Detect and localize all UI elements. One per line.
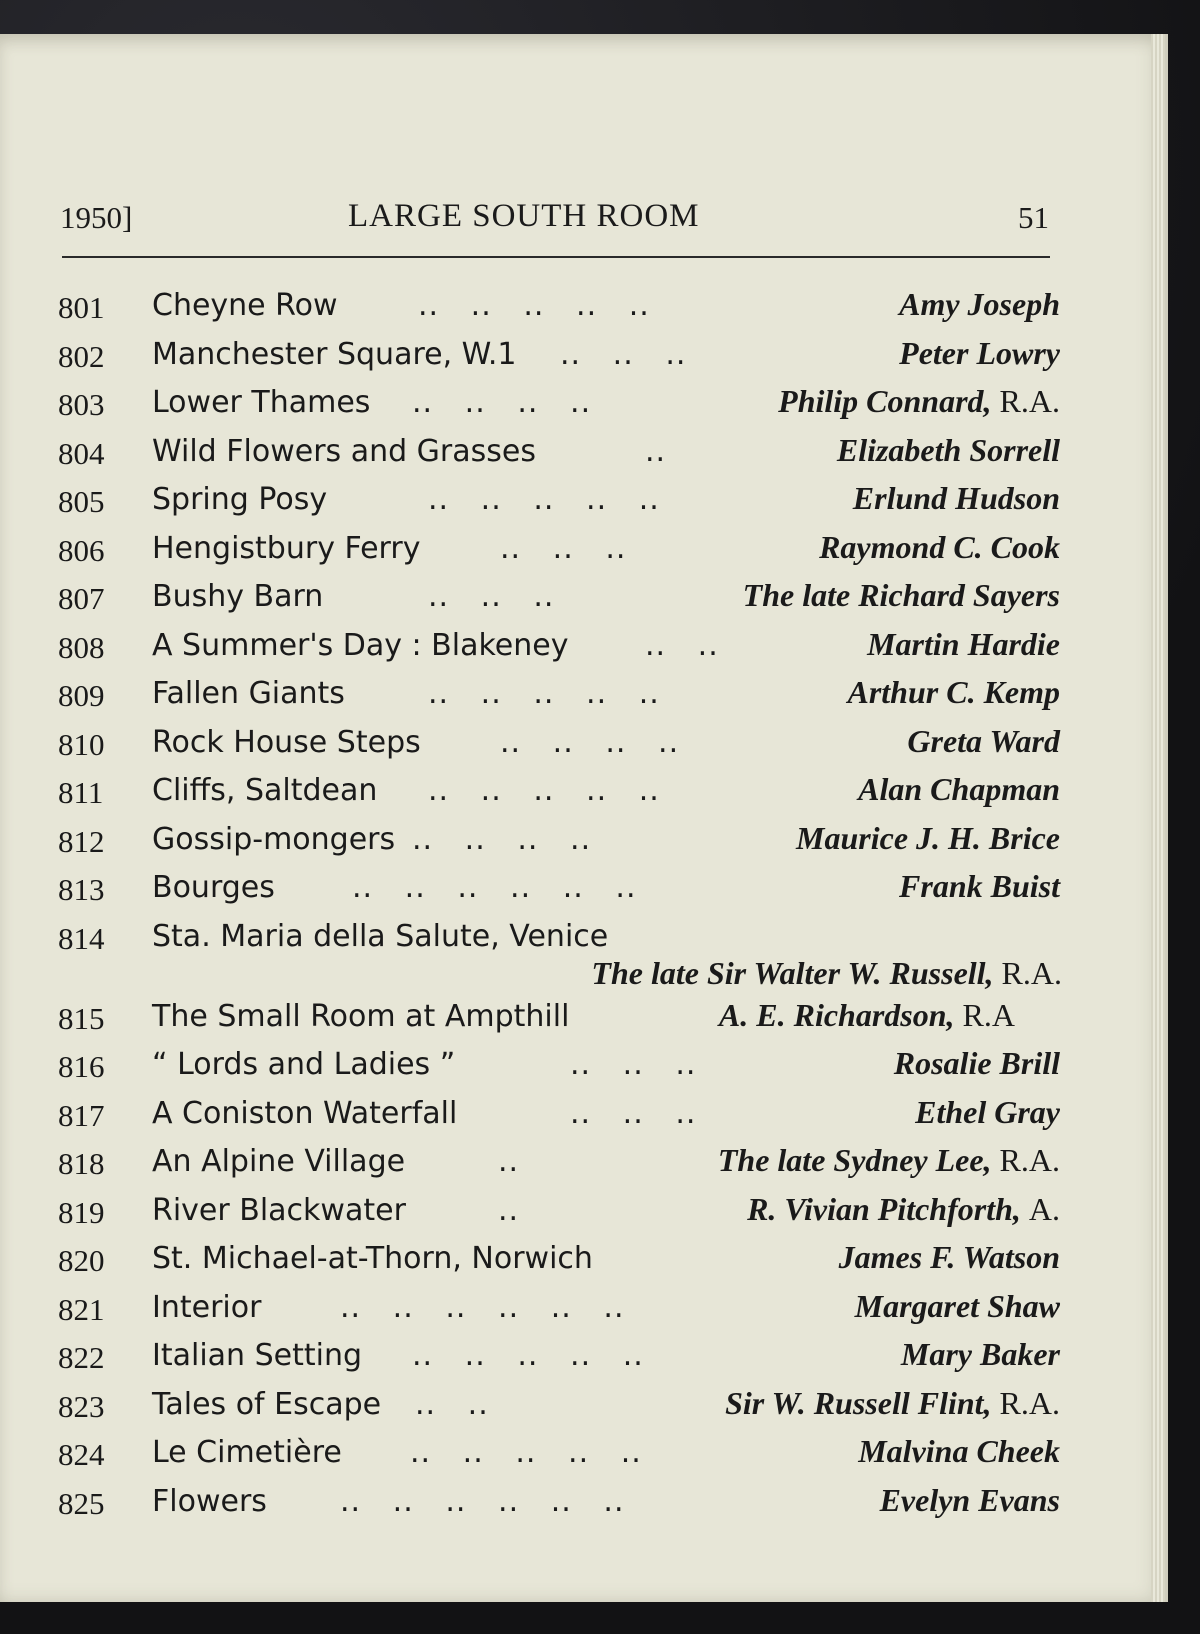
- entry-number: 818: [58, 1146, 105, 1181]
- entry-title: Sta. Maria della Salute, Venice: [152, 918, 609, 954]
- artist-suffix: A.: [1028, 1190, 1060, 1227]
- entry-leaders: .. .. .. .. .. ..: [340, 1289, 625, 1325]
- catalogue-page: [0, 34, 1168, 1602]
- catalogue-entry: [0, 862, 1165, 911]
- entry-artist: [907, 723, 1060, 760]
- artist-name: Peter Lowry: [899, 334, 1060, 371]
- entry-title: Gossip-mongers: [152, 821, 396, 857]
- entry-artist: [725, 1385, 1060, 1422]
- entry-leaders: .. .. ..: [570, 1095, 697, 1131]
- artist-name: Arthur C. Kemp: [847, 674, 1060, 710]
- artist-name: Frank Buist: [899, 868, 1060, 904]
- entry-artist: [853, 480, 1060, 517]
- entry-leaders: .. .. ..: [500, 530, 627, 566]
- catalogue-entry: [0, 377, 1165, 426]
- artist-name: The late Sir Walter W. Russell,: [591, 954, 994, 991]
- artist-name: Martin Hardie: [867, 625, 1060, 662]
- entry-artist: [899, 335, 1060, 372]
- entry-leaders: .. .. .. .. ..: [428, 773, 660, 808]
- catalogue-entry: [0, 1136, 1165, 1185]
- catalogue-entry: [0, 1088, 1165, 1137]
- entry-title: Wild Flowers and Grasses: [152, 433, 536, 469]
- entry-number: 808: [58, 629, 105, 665]
- entry-artist: [591, 955, 1062, 992]
- entry-number: 809: [58, 678, 105, 713]
- entry-artist: [719, 997, 1015, 1034]
- catalogue-entry: [0, 329, 1165, 378]
- catalogue-entry: [0, 1282, 1165, 1331]
- entry-title: River Blackwater: [152, 1192, 406, 1228]
- entry-number: 813: [58, 872, 105, 907]
- artist-name: A. E. Richardson,: [718, 996, 955, 1033]
- artist-suffix: R.A.: [999, 1142, 1060, 1178]
- artist-name: Alan Chapman: [858, 771, 1060, 807]
- entry-artist: [718, 1142, 1060, 1179]
- entry-leaders: .. .. .. .. .. ..: [340, 1483, 625, 1519]
- entry-artist: [880, 1482, 1060, 1519]
- artist-suffix: R.A: [962, 996, 1015, 1033]
- artist-name: Greta Ward: [907, 722, 1060, 759]
- entry-number: 821: [58, 1291, 105, 1327]
- header-year: 1950]: [60, 200, 133, 235]
- header-rule: [62, 256, 1050, 258]
- entry-leaders: ..: [498, 1192, 520, 1228]
- entry-title: “ Lords and Ladies ”: [152, 1047, 456, 1082]
- catalogue-entry: [0, 1476, 1165, 1525]
- catalogue-entry: [0, 1039, 1165, 1088]
- entry-artist: [901, 1336, 1060, 1373]
- catalogue-entry: [0, 280, 1165, 329]
- artist-name: R. Vivian Pitchforth,: [747, 1190, 1021, 1227]
- entry-artist: [858, 1433, 1060, 1470]
- entry-title: Fallen Giants: [152, 676, 345, 711]
- artist-suffix: R.A.: [999, 1384, 1060, 1421]
- catalogue-entry: [0, 1233, 1165, 1282]
- entry-number: 803: [58, 387, 105, 422]
- entry-artist: [747, 1191, 1060, 1228]
- entry-title: A Coniston Waterfall: [152, 1095, 458, 1131]
- entry-artist: [915, 1094, 1060, 1131]
- catalogue-entry: [0, 911, 1165, 991]
- artist-name: Margaret Shaw: [854, 1287, 1060, 1324]
- artist-name: Evelyn Evans: [879, 1481, 1060, 1518]
- artist-name: Amy Joseph: [899, 286, 1060, 322]
- artist-suffix: R.A.: [999, 383, 1060, 419]
- entry-artist: [899, 868, 1060, 905]
- entry-title: Hengistbury Ferry: [152, 530, 421, 566]
- entry-number: 825: [58, 1485, 105, 1521]
- artist-name: Raymond C. Cook: [819, 528, 1060, 565]
- entry-leaders: .. .. ..: [560, 336, 687, 372]
- entry-leaders: .. .. .. ..: [500, 724, 680, 760]
- entry-leaders: ..: [645, 433, 667, 469]
- catalogue-list: [0, 280, 1165, 1540]
- entry-artist: [867, 626, 1060, 663]
- catalogue-entry: [0, 1185, 1165, 1234]
- entry-number: 822: [58, 1340, 105, 1375]
- catalogue-entry: [0, 991, 1165, 1040]
- entry-leaders: .. .. ..: [570, 1047, 697, 1082]
- entry-title: Bushy Barn: [152, 579, 324, 614]
- entry-leaders: .. .. .. ..: [412, 821, 592, 857]
- entry-artist: [855, 1288, 1060, 1325]
- entry-title: A Summer's Day : Blakeney: [152, 627, 569, 663]
- entry-number: 815: [58, 1000, 105, 1036]
- entry-number: 823: [58, 1388, 105, 1424]
- entry-leaders: .. ..: [645, 627, 719, 663]
- entry-title: Tales of Escape: [152, 1386, 382, 1422]
- entry-leaders: .. .. .. .. ..: [412, 1338, 644, 1373]
- entry-title: St. Michael-at-Thorn, Norwich: [152, 1241, 593, 1276]
- entry-leaders: .. ..: [415, 1386, 489, 1422]
- entry-artist: [894, 1045, 1060, 1082]
- entry-number: 801: [58, 290, 105, 325]
- entry-leaders: .. .. .. ..: [412, 385, 592, 420]
- catalogue-entry: [0, 426, 1165, 475]
- entry-title: Spring Posy: [152, 482, 328, 517]
- entry-number: 816: [58, 1049, 105, 1084]
- catalogue-entry: [0, 1330, 1165, 1379]
- entry-artist: [847, 674, 1060, 711]
- entry-leaders: ..: [498, 1144, 520, 1179]
- entry-artist: [743, 577, 1060, 614]
- header-room-title: LARGE SOUTH ROOM: [348, 198, 700, 234]
- entry-leaders: .. .. .. .. .. ..: [352, 870, 637, 905]
- entry-artist: [796, 820, 1060, 857]
- entry-number: 802: [58, 338, 105, 374]
- artist-name: Sir W. Russell Flint,: [725, 1384, 992, 1421]
- entry-leaders: .. .. .. .. ..: [410, 1435, 642, 1470]
- entry-number: 805: [58, 484, 105, 519]
- entry-artist: [858, 771, 1060, 808]
- entry-number: 807: [58, 581, 105, 616]
- catalogue-entry: [0, 620, 1165, 669]
- entry-title: Le Cimetière: [152, 1435, 342, 1470]
- entry-number: 810: [58, 726, 105, 762]
- entry-leaders: .. .. .. .. ..: [428, 676, 660, 711]
- artist-suffix: R.A.: [1001, 954, 1062, 991]
- entry-number: 806: [58, 532, 105, 568]
- artist-name: The late Sydney Lee,: [717, 1142, 992, 1178]
- entry-artist: [819, 529, 1060, 566]
- artist-name: Erlund Hudson: [852, 480, 1060, 516]
- entry-number: 820: [58, 1243, 105, 1278]
- artist-name: Malvina Cheek: [858, 1433, 1060, 1469]
- entry-title: Interior: [152, 1289, 262, 1325]
- entry-artist: [778, 383, 1060, 420]
- entry-artist: [839, 1239, 1060, 1276]
- running-head: [0, 168, 1165, 235]
- entry-title: Lower Thames: [152, 385, 371, 420]
- artist-name: Mary Baker: [900, 1336, 1060, 1372]
- entry-artist: [899, 286, 1060, 323]
- catalogue-entry: [0, 1427, 1165, 1476]
- catalogue-entry: [0, 814, 1165, 863]
- artist-name: Maurice J. H. Brice: [796, 819, 1060, 856]
- entry-title: Cliffs, Saltdean: [152, 773, 378, 808]
- catalogue-entry: [0, 474, 1165, 523]
- entry-number: 817: [58, 1097, 105, 1133]
- artist-name: Rosalie Brill: [893, 1045, 1060, 1081]
- entry-title: Manchester Square, W.1: [152, 336, 517, 372]
- entry-number: 804: [58, 435, 105, 471]
- entry-artist: [837, 432, 1060, 469]
- entry-leaders: .. .. ..: [428, 579, 555, 614]
- entry-leaders: .. .. .. .. ..: [428, 482, 660, 517]
- entry-title: Flowers: [152, 1483, 267, 1519]
- artist-name: Philip Connard,: [778, 383, 992, 419]
- catalogue-entry: [0, 765, 1165, 814]
- entry-number: 811: [58, 775, 104, 810]
- artist-name: Elizabeth Sorrell: [836, 431, 1060, 468]
- artist-name: Ethel Gray: [915, 1093, 1060, 1130]
- catalogue-entry: [0, 571, 1165, 620]
- entry-number: 819: [58, 1194, 105, 1230]
- catalogue-entry: [0, 668, 1165, 717]
- artist-name: James F. Watson: [838, 1239, 1060, 1275]
- entry-title: Rock House Steps: [152, 724, 421, 760]
- entry-title: The Small Room at Ampthill: [152, 998, 570, 1034]
- entry-number: 824: [58, 1437, 105, 1472]
- catalogue-entry: [0, 523, 1165, 572]
- entry-number: 812: [58, 823, 105, 859]
- artist-name: The late Richard Sayers: [742, 577, 1060, 613]
- entry-number: 814: [58, 920, 105, 956]
- header-page-number: 51: [1018, 200, 1049, 235]
- entry-title: Italian Setting: [152, 1338, 363, 1373]
- entry-title: Bourges: [152, 870, 275, 905]
- catalogue-entry: [0, 717, 1165, 766]
- entry-title: Cheyne Row: [152, 288, 338, 323]
- catalogue-entry: [0, 1379, 1165, 1428]
- entry-title: An Alpine Village: [152, 1144, 406, 1179]
- entry-leaders: .. .. .. .. ..: [418, 288, 650, 323]
